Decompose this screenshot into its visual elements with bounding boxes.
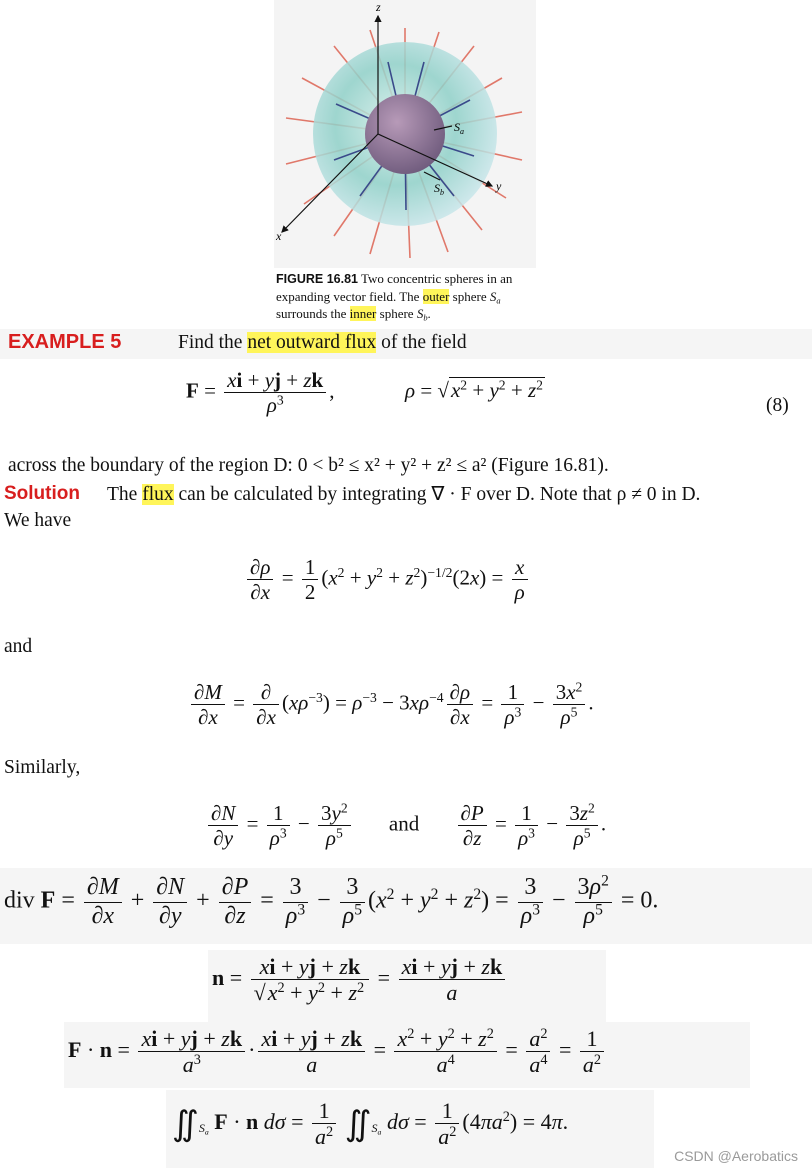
- sphere-sa-label: $S_a$: [454, 120, 464, 136]
- equation-div-F: div F = $\frac{\partial M}{\partial x}$ + $\frac{\partial N}{\partial y}$ + $\frac{\partial P}{\partial z}$ = $\frac{3}{\rho^3}$ − $\frac{3}{\rho^5}$ $(x^2 + y^2 + z^2)$ = $\frac{3}{\rho^3}$ − $\frac{3\rho^2}{\rho^5}$ = 0.: [4, 872, 659, 929]
- figure-concentric-spheres: [274, 0, 536, 268]
- we-have-text: We have: [4, 510, 72, 531]
- inner-sphere: [365, 94, 445, 174]
- equation-surface-integral: $∬_{S_a}$ F · n dσ = $\frac{1}{a^2}$ $∬_{S_a}$ dσ = $\frac{1}{a^2}$ $(4\pi a^2) = 4\pi$.: [172, 1098, 569, 1150]
- highlight-flux: flux: [142, 484, 174, 505]
- equation-unit-normal: n = $\frac{xi + yj + zk}{√x^2 + y^2 + z^2}$ = $\frac{xi + yj + zk}{a}$: [212, 954, 508, 1006]
- highlight-inner: inner: [349, 306, 377, 321]
- solution-label: Solution: [4, 483, 80, 504]
- similarly-text: Similarly,: [4, 757, 81, 778]
- solution-text: The flux can be calculated by integrating ∇ · F over D. Note that ρ ≠ 0 in D.: [107, 484, 701, 505]
- equation-field-definition: F = $\frac{xi + yj + zk}{\rho^3}$ , $\rho = √x^2 + y^2 + z^2$: [186, 368, 543, 418]
- equation-dN-dy-dP-dz: $\frac{\partial N}{\partial y}$ = $\frac{1}{\rho^3}$ − $\frac{3y^2}{\rho^5}$ and $\frac{\partial P}{\partial z}$ = $\frac{1}{\rho^3}$ − $\frac{3z^2}{\rho^5}$ .: [205, 801, 606, 850]
- equation-dM-dx: $\frac{\partial M}{\partial x}$ = $\frac{\partial}{\partial x}$ $(x\rho^{-3}) = \rho^{-3} - 3x\rho^{-4}$ $\frac{\partial\rho}{\partial x}$ = $\frac{1}{\rho^3}$ − $\frac{3x^2}{\rho^5}$ .: [188, 680, 594, 729]
- equation-number: (8): [766, 395, 789, 416]
- figure-caption: FIGURE 16.81 Two concentric spheres in an expanding vector field. The outer sphere $S_a$ surrounds the inner sphere $S_b$.: [276, 271, 513, 323]
- highlight-outer: outer: [422, 289, 450, 304]
- sphere-sb-label: $S_b$: [434, 181, 444, 197]
- and-text: and: [4, 636, 33, 657]
- example-label: EXAMPLE 5: [8, 331, 122, 353]
- highlight-net-outward-flux: net outward flux: [247, 332, 377, 353]
- equation-drho-dx: $\frac{\partial\rho}{\partial x}$ = $\frac{1}{2}$ $(x^2 + y^2 + z^2)^{-1/2}(2x)$ = $\frac{x}{\rho}$: [244, 555, 531, 604]
- watermark: CSDN @Aerobatics: [674, 1148, 798, 1164]
- axis-x-label: x: [276, 229, 282, 243]
- axis-y-label: y: [496, 179, 502, 193]
- region-description: across the boundary of the region D: 0 < b² ≤ x² + y² + z² ≤ a² (Figure 16.81).: [8, 455, 609, 476]
- spheres-illustration: [274, 0, 536, 268]
- equation-F-dot-n: F · n = $\frac{xi + yj + zk}{a^3}$ · $\frac{xi + yj + zk}{a}$ = $\frac{x^2 + y^2 + z^2}{a^4}$ = $\frac{a^2}{a^4}$ = $\frac{1}{a^2}$: [68, 1026, 607, 1078]
- figure-caption-label: FIGURE 16.81: [276, 272, 358, 286]
- example-intro: Find the net outward flux of the field: [178, 332, 467, 353]
- axis-z-label: z: [376, 0, 381, 14]
